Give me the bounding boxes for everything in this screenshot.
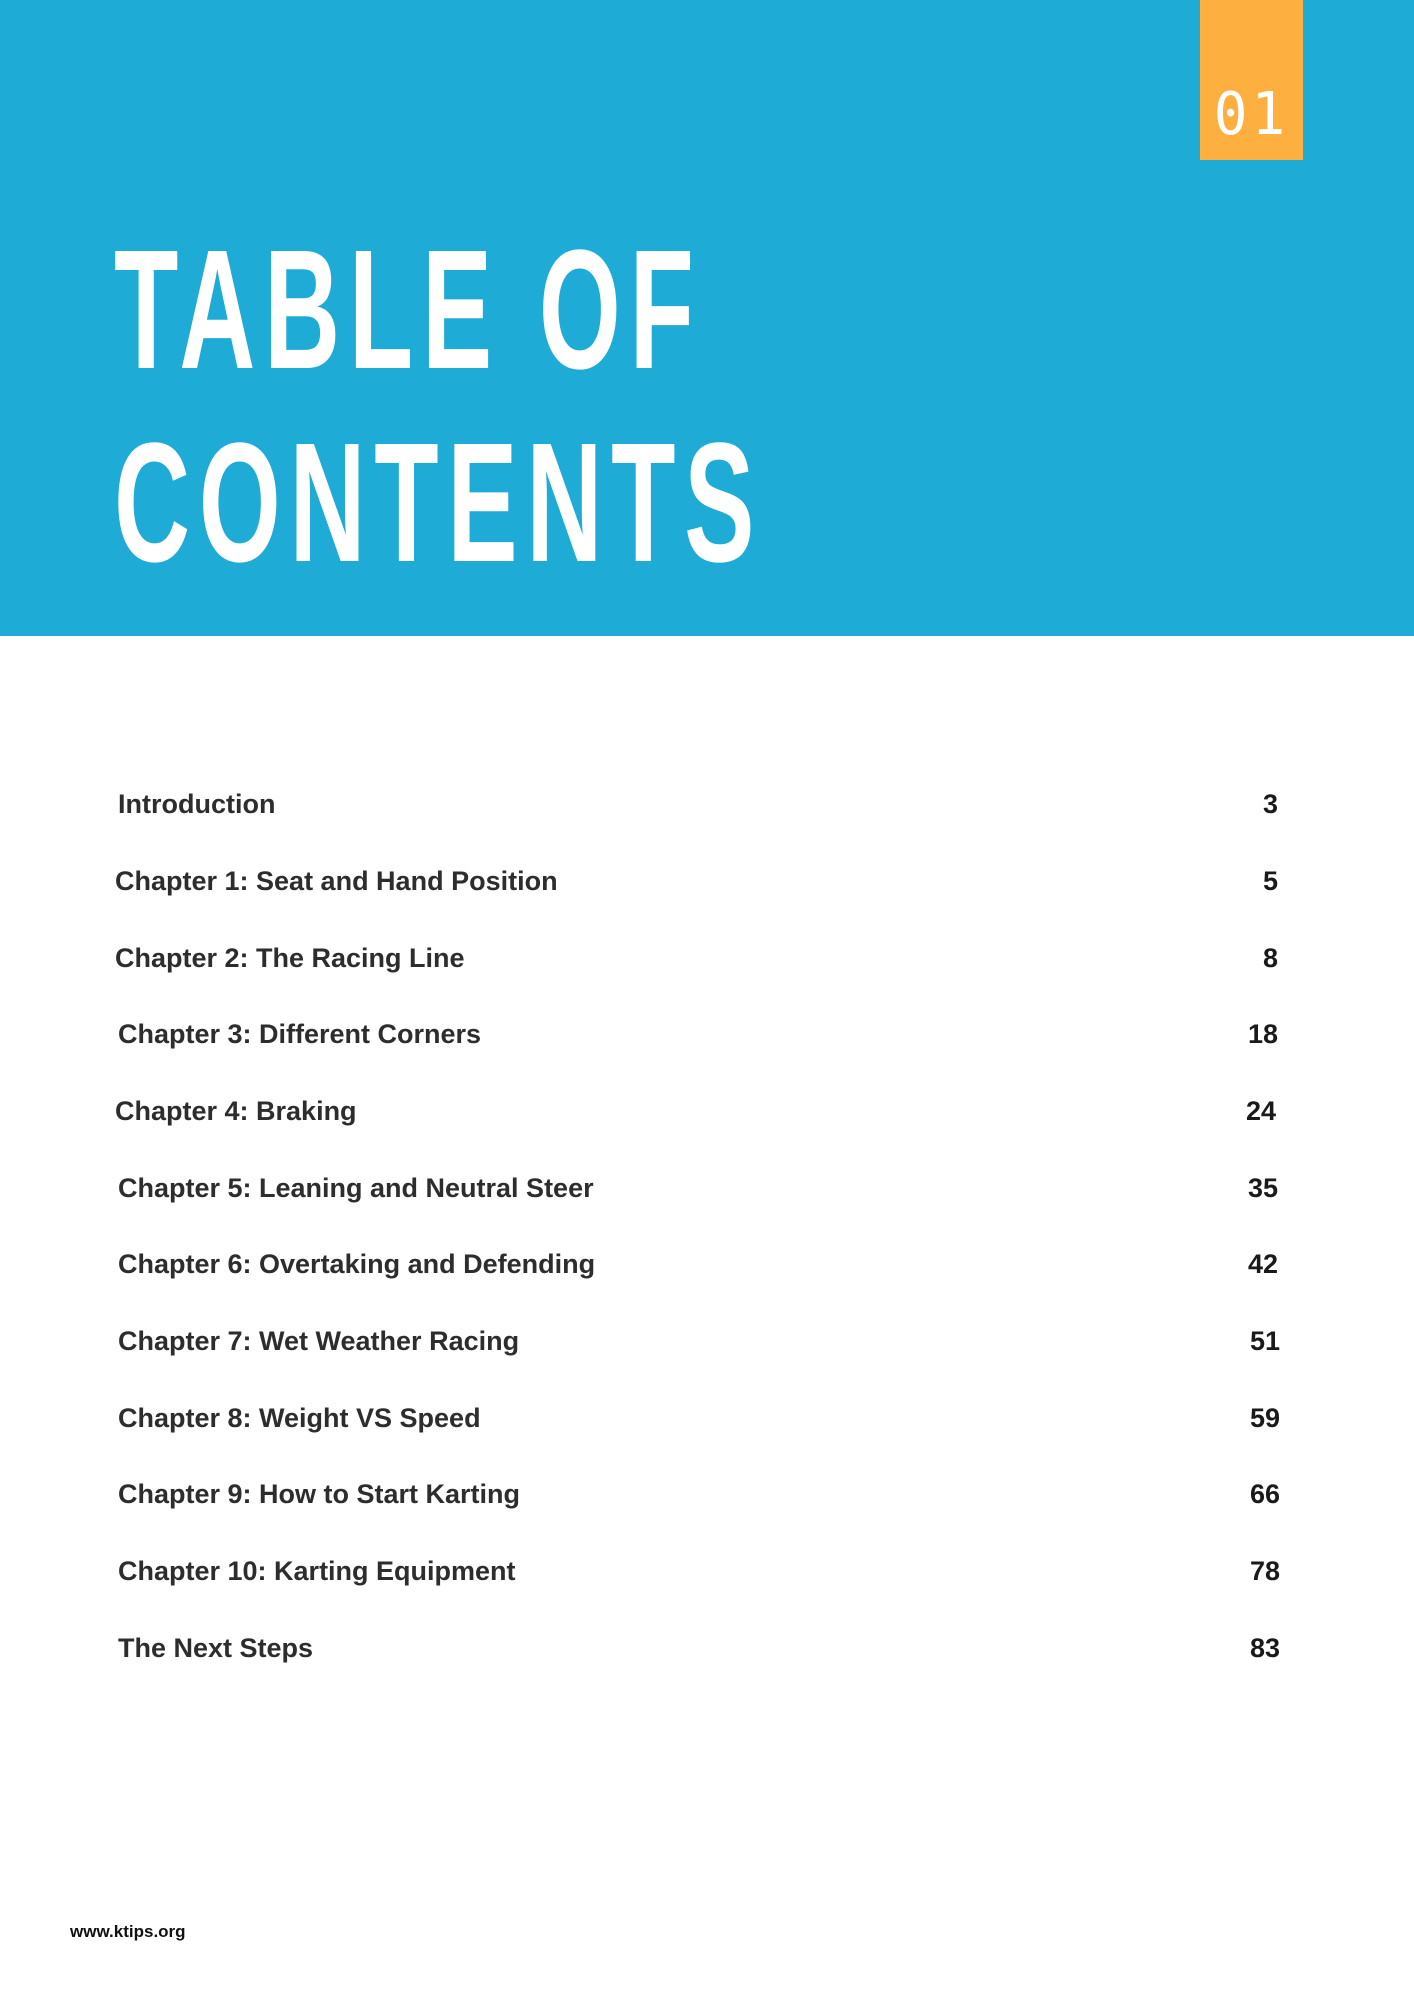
- toc-entry-label: Chapter 9: How to Start Karting: [118, 1479, 521, 1509]
- toc-entry-next-steps[interactable]: [0, 1628, 1414, 1668]
- toc-entry-label: Chapter 1: Seat and Hand Position: [115, 866, 558, 896]
- toc-entry-page: 42: [1247, 1249, 1278, 1279]
- toc-entry-page: 78: [1249, 1556, 1280, 1586]
- page-title-line-1: TABLE OF: [114, 215, 703, 405]
- header-band: [0, 0, 1414, 636]
- toc-entry-chapter-3[interactable]: [0, 1014, 1414, 1054]
- toc-entry-page: 8: [1262, 943, 1278, 973]
- page-number-tab: [1200, 0, 1303, 160]
- toc-entry-label: Introduction: [118, 789, 276, 819]
- toc-entry-chapter-4[interactable]: [0, 1091, 1414, 1131]
- footer-website-link[interactable]: www.ktips.org: [70, 1922, 186, 1941]
- toc-entry-page: 3: [1262, 789, 1278, 819]
- toc-entry-chapter-6[interactable]: [0, 1244, 1414, 1284]
- toc-entry-label: Chapter 5: Leaning and Neutral Steer: [118, 1173, 594, 1203]
- toc-entry-chapter-9[interactable]: [0, 1474, 1414, 1514]
- toc-entry-page: 83: [1249, 1633, 1280, 1663]
- toc-entry-chapter-2[interactable]: [0, 938, 1414, 978]
- toc-entry-chapter-1[interactable]: [0, 861, 1414, 901]
- toc-entry-label: Chapter 10: Karting Equipment: [118, 1556, 516, 1586]
- toc-entry-page: 59: [1249, 1403, 1280, 1433]
- toc-entry-page: 51: [1249, 1326, 1280, 1356]
- toc-entry-label: The Next Steps: [118, 1633, 314, 1663]
- toc-entry-page: 24: [1245, 1096, 1276, 1126]
- toc-entry-introduction[interactable]: [0, 784, 1414, 824]
- toc-entry-page: 18: [1247, 1019, 1278, 1049]
- toc-entry-label: Chapter 2: The Racing Line: [115, 943, 465, 973]
- toc-entry-chapter-7[interactable]: [0, 1321, 1414, 1361]
- toc-entry-label: Chapter 4: Braking: [115, 1096, 357, 1126]
- toc-entry-label: Chapter 3: Different Corners: [118, 1019, 482, 1049]
- page-number: 01: [1213, 80, 1290, 149]
- toc-entry-chapter-8[interactable]: [0, 1398, 1414, 1438]
- toc-entry-label: Chapter 6: Overtaking and Defending: [118, 1249, 596, 1279]
- toc-entry-page: 5: [1262, 866, 1278, 896]
- toc-entry-label: Chapter 8: Weight VS Speed: [118, 1403, 481, 1433]
- page-title-line-2: CONTENTS: [114, 408, 764, 598]
- toc-entry-chapter-10[interactable]: [0, 1551, 1414, 1591]
- toc-entry-page: 66: [1249, 1479, 1280, 1509]
- toc-entry-chapter-5[interactable]: [0, 1168, 1414, 1208]
- toc-entry-label: Chapter 7: Wet Weather Racing: [118, 1326, 520, 1356]
- toc-entry-page: 35: [1247, 1173, 1278, 1203]
